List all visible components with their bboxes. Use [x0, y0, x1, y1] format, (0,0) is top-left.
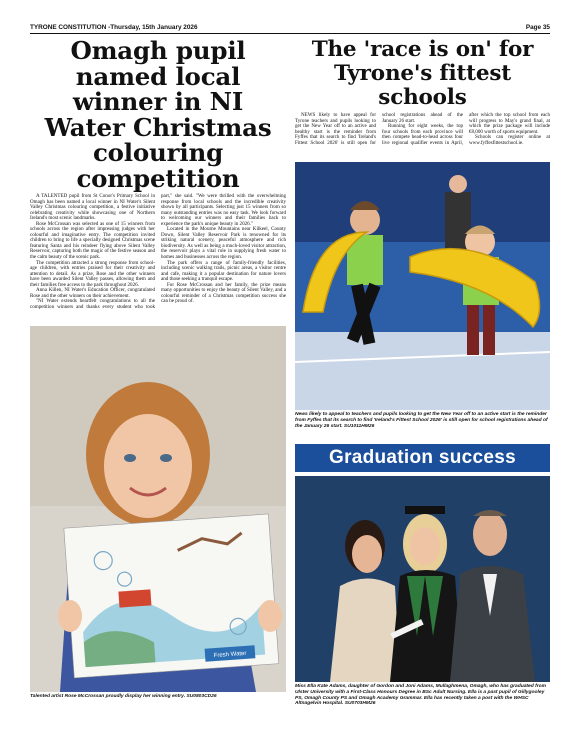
rose-photo-art	[30, 326, 286, 692]
right-paragraph: Running for eight weeks, the top four schools from each province will then compete head-to-head across four live regional qualifier events in April, after which the top school from each will progress to May's grand final, at which the prize package will include €8,000 worth of sports equipment.	[382, 112, 550, 146]
rose-caption: Talented artist Rose McCrossan proudly display her winning entry. SU0803CD26	[30, 694, 217, 699]
race-photo-art	[295, 162, 550, 410]
page-number: Page 35	[525, 24, 550, 31]
masthead	[30, 20, 550, 34]
rose-photo	[30, 326, 286, 692]
graduation-banner: Graduation success	[295, 444, 550, 472]
left-paragraph: A TALENTED pupil from St Conor's Primary School in Omagh has been named a local winner in NI Water's Silent Valley Christmas colouring competition, a festive initiative celebrating creativity while showcasing one of Northern Ireland's most scenic landmarks.	[30, 193, 155, 222]
right-headline: The 'race is on' for Tyrone's fittest schools	[311, 37, 534, 110]
masthead-issue: TYRONE CONSTITUTION -Thursday, 15th January 2026	[30, 24, 198, 31]
drawing-stamp: Fresh Water	[213, 650, 247, 660]
left-paragraph: Anna Killen, NI Water's Education Officer, congratulated Rose and the other winners on their achievement.	[30, 287, 155, 299]
left-paragraph: For Rose McCrossan and her family, the prize means many opportunities to enjoy the beauty of Silent Valley, and a colourful reminder of a Christmas competition success she can be proud of.	[161, 281, 286, 305]
left-paragraph: The park offers a range of family-friendly facilities, including scenic walking trails, picnic areas, a visitor centre and cafe, making it a popular destination for nature lovers and those seeking a tranquil escape.	[161, 259, 286, 283]
graduation-photo-art	[295, 476, 550, 682]
race-caption: News likely to appeal to teachers and pupils looking to get the New Year off to an active start is the reminder from Fyffes that its search to find 'Ireland's Fittest School 2026' is still open for school registrations ahead of the January 26 start. SU1011HM26	[295, 412, 548, 429]
graduation-photo	[295, 476, 550, 682]
left-paragraph: Located in the Mourne Mountains near Kilkeel, County Down, Silent Valley Reservoir Park is renowned for its striking natural scenery, peaceful atmosphere and rich biodiversity. As well as being a much-loved visitor attraction, the reservoir plays a vital role in supplying fresh water to homes and businesses across the region.	[161, 226, 286, 261]
left-paragraph: The competition attracted a strong response from school-age children, with entries praised for their creativity and attention to detail. As a prize, Rose and the other winners have been awarded Silent Valley passes, allowing them and their families free access to the park throughout 2026.	[30, 259, 155, 288]
race-photo	[295, 162, 550, 410]
left-paragraph: Rose McCrossan was selected as one of 15 winners from schools across the region after impressing judges with her colourful and imaginative entry. The competition invited children to bring to life a specially designed Christmas scene featuring Santa and his reindeer flying above Silent Valley Reservoir, capturing both the magic of the festive season and the calm beauty of the scenic park.	[30, 220, 155, 261]
graduation-caption: Miss Ella Kate Adams, daughter of Gordon and Joni Adams, Mullaghmena, Omagh, who has graduated from Ulster University with a First-Class Honours Degree in BSc Adult Nursing. Ella is a past pupil of Gillygooley PS, Omagh County PS and Omagh Academy Grammar. Ella has recently taken a post with the WHSC Altnagelvin Hospital. SU0703HM26	[295, 684, 546, 707]
right-paragraph: Schools can register online at www.fyffesfittestschool.ie.	[469, 134, 550, 146]
right-paragraph: NEWS likely to have appeal for Tyrone teachers and pupils looking to get the New Year off to an active and healthy start is the reminder from Fyffes that its search to find 'Ireland's Fittest School 2026' is still open for school registrations ahead of the January 26 start.	[295, 112, 463, 146]
left-headline: Omagh pupil named local winner in NI Water Christmas colouring competition	[44, 36, 272, 193]
left-paragraph: "NI Water extends heartfelt congratulations to all the competition winners and thanks every student who took part," she said. "We were thrilled with the overwhelming response from local schools and the incredible creativity shown by all participants. Selecting just 15 winners from so many outstanding entries was no easy task. We look forward to welcoming our winners and their families back to experience the park's unique beauty in 2026."	[30, 193, 286, 310]
